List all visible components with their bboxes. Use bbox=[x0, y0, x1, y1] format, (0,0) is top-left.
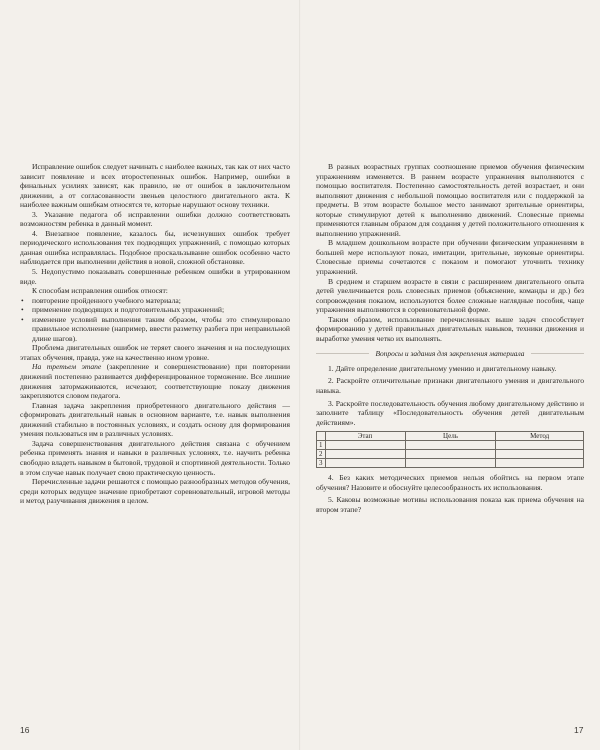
table-cell bbox=[496, 441, 584, 450]
page-number-left: 16 bbox=[20, 725, 30, 735]
third-stage-lead: На третьем этапе bbox=[32, 362, 102, 372]
section-heading bbox=[316, 349, 584, 359]
left-paragraph-8: Главная задача закрепления приобретенного двигательного действия — сформировать двигательный навык в основном варианте, т.е. навык выполнения движений стабильно в постоянных условиях, и создать основу для формирования умения пользоваться им в различных условиях. bbox=[20, 400, 290, 439]
table-cell: 1 bbox=[317, 441, 326, 450]
book-spine bbox=[299, 0, 301, 750]
left-paragraph-4: 5. Недопустимо показывать совершенные ребенком ошибки в утрированном виде. bbox=[20, 267, 290, 286]
table-row bbox=[317, 459, 584, 468]
list-item: • повторение пройденного учебного материала; bbox=[20, 296, 290, 306]
right-paragraph-3: В среднем и старшем возрасте в связи с расширением двигательного опыта детей увеличивается роль словесных приемов (объяснение, команды и др.) без сопровождения показом, используются более сложные наглядные пособия, чаще упражнения выполняются в соревновательной форме. bbox=[316, 276, 584, 315]
correction-methods-list bbox=[20, 296, 290, 344]
left-paragraph-2: 3. Указание педагога об исправлении ошибки должно соответствовать возможностям ребенка в данный момент. bbox=[20, 209, 290, 229]
table-header-cell: Метод bbox=[496, 432, 584, 441]
left-paragraph-5: К способам исправления ошибок относят: bbox=[32, 286, 168, 296]
table-cell bbox=[405, 459, 496, 468]
left-paragraph-7 bbox=[20, 362, 290, 400]
right-page bbox=[316, 162, 584, 514]
table-cell bbox=[496, 450, 584, 459]
table-row bbox=[317, 441, 584, 450]
table-header-cell: Этап bbox=[325, 432, 405, 441]
section-heading-text: Вопросы и задания для закрепления материала bbox=[369, 349, 530, 358]
left-paragraph-1: Исправление ошибок следует начинать с наиболее важных, так как от них часто зависит появление и всех второстепенных ошибок. Например, ошибки в финальных усилиях зависят, как правило, не от ошибок в заключительном движении, а от согласованности звеньев целостного двигательного акта. К наиболее важным ошибкам относятся те, которые нарушают основу техники. bbox=[20, 162, 290, 210]
table-cell bbox=[325, 441, 405, 450]
third-stage-text: (закрепление и совершенствование) при повторении движений постепенно развивается дифференцированное торможение. Все лишние движения затормаживаются, исчезают, соответствующие показу движения закрепляются словом педагога. bbox=[20, 362, 290, 401]
question-1: 1. Дайте определение двигательному умению и двигательному навыку. bbox=[328, 363, 557, 373]
left-paragraph-9: Задача совершенствования двигательного действия связана с обучением ребенка применять знания и навыки в различных условиях, т.е. научить ребенка свободно владеть навыком в бытовой, трудовой и спортивной деятельности. Только в этом случае навык получает свою практическую ценность. bbox=[20, 438, 290, 477]
table-cell: 3 bbox=[317, 459, 326, 468]
page-number-right: 17 bbox=[574, 725, 584, 735]
table-header-cell bbox=[317, 432, 326, 441]
left-paragraph-10: Перечисленные задачи решаются с помощью разнообразных методов обучения, среди которых ведущее значение приобретают соревновательный, игровой методы и метод разучивания движения в целом. bbox=[20, 477, 290, 506]
table-cell bbox=[405, 441, 496, 450]
question-2: 2. Раскройте отличительные признаки двигательного умения и двигательного навыка. bbox=[316, 376, 584, 396]
left-page bbox=[20, 162, 290, 506]
learning-sequence-table bbox=[316, 431, 584, 468]
table-cell bbox=[496, 459, 584, 468]
table-row bbox=[317, 450, 584, 459]
table-header-row bbox=[317, 432, 584, 441]
table-cell bbox=[325, 459, 405, 468]
right-paragraph-1: В разных возрастных группах соотношение приемов обучения физическим упражнениям изменяется. В раннем возрасте упражнения выполняются с помощью воспитателя. Постепенно самостоятельность детей возрастает, и они выполняют движения с небольшой помощью воспитателя или с поддержкой за предметы. В этом возрасте большое место занимают зрительные ориентиры, которые стимулируют детей к выполнению движений. Словесные приемы применяются главным образом для создания у детей положительного отношения к выполнению упражнений. bbox=[316, 162, 584, 238]
question-5: 5. Каковы возможные мотивы использования показа как приема обучения на втором этапе? bbox=[316, 495, 584, 514]
left-paragraph-6: Проблема двигательных ошибок не теряет своего значения и на последующих этапах обучения, правда, уже на качественно ином уровне. bbox=[20, 343, 290, 362]
left-paragraph-3: 4. Внезапное появление, казалось бы, исчезнувших ошибок требует периодического использования тех подводящих упражнений, с помощью которых данная ошибка исправлялась. Подобное проскальзывание ошибок особенно часто наблюдается при выполнении действия в новой, сложной обстановке. bbox=[20, 228, 290, 267]
question-3: 3. Раскройте последовательность обучения любому двигательному действию и заполните таблицу «Последовательность обучения детей двигательным действиям». bbox=[316, 398, 584, 427]
list-item: • применение подводящих и подготовительных упражнений; bbox=[20, 305, 290, 315]
table-cell bbox=[405, 450, 496, 459]
table-header-cell: Цель bbox=[405, 432, 496, 441]
question-4: 4. Без каких методических приемов нельзя обойтись на первом этапе обучения? Назовите и обоснуйте целесообразность их использования. bbox=[316, 473, 584, 492]
list-item: • изменение условий выполнения таким образом, чтобы это стимулировало правильное исполнение (например, ввести разметку разбега при неправильной длине шагов). bbox=[20, 315, 290, 344]
right-paragraph-2: В младшем дошкольном возрасте при обучении физическим упражнениям в большей мере используют показ, имитации, зрительные, звуковые ориентиры. Словесные приемы сочетаются с показом и помогают уточнить технику упражнений. bbox=[316, 238, 584, 277]
right-paragraph-4: Таким образом, использование перечисленных выше задач способствует формированию у детей правильных двигательных навыков, техники движения и выработке умения четко их выполнять. bbox=[316, 314, 584, 343]
table-cell bbox=[325, 450, 405, 459]
table-cell: 2 bbox=[317, 450, 326, 459]
